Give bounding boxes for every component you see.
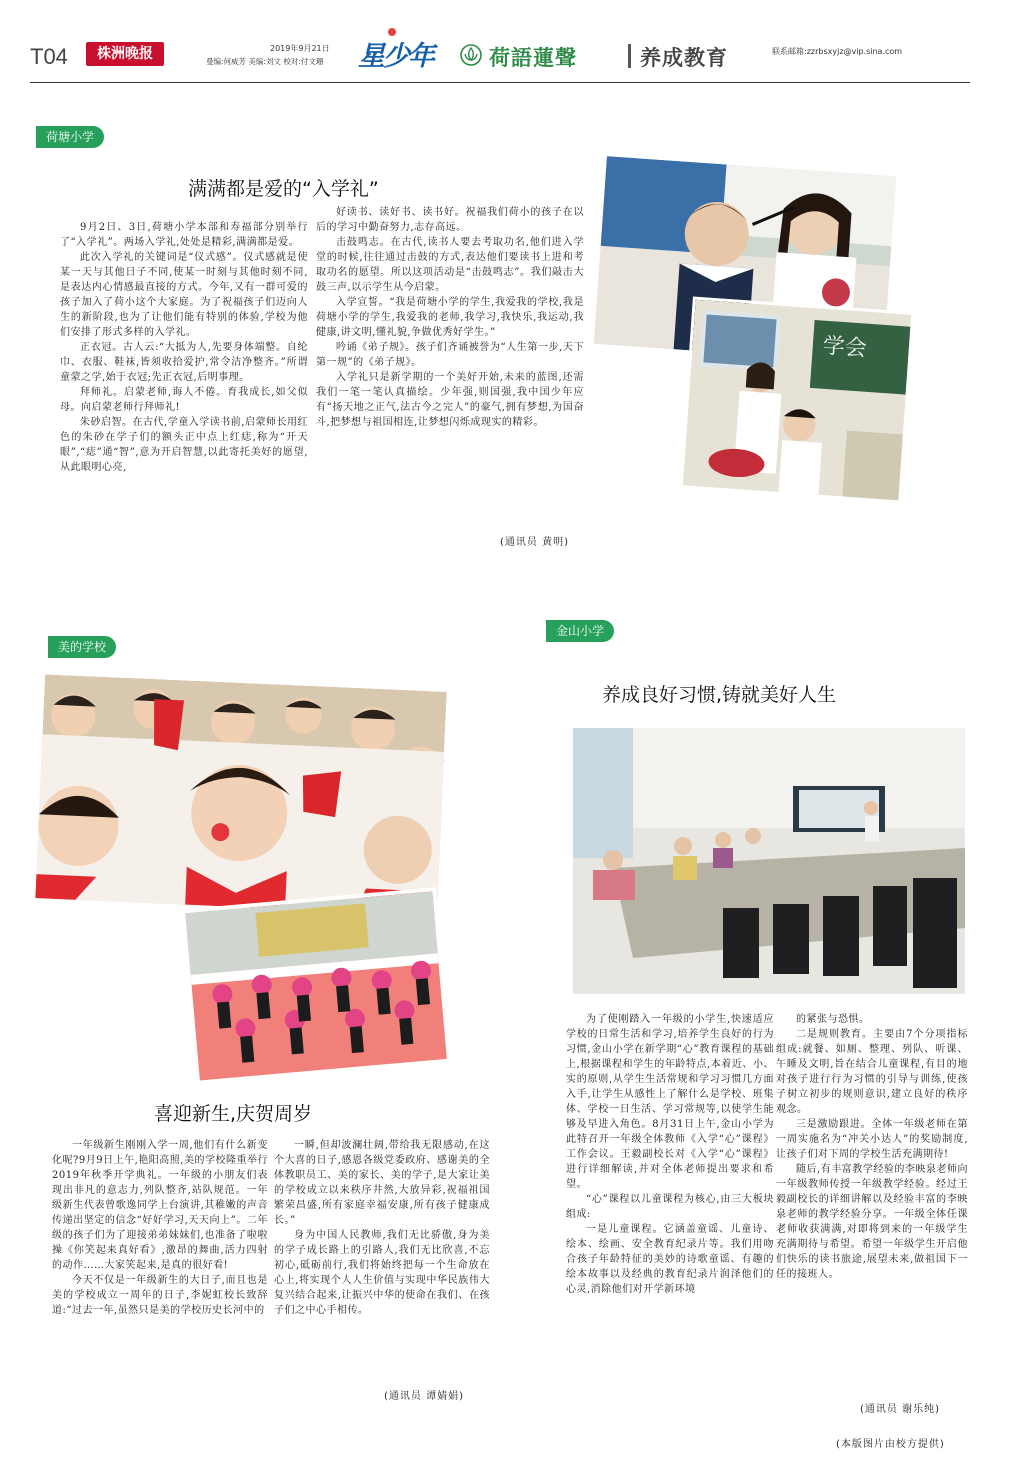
paragraph: 吟诵《弟子规》。孩子们齐诵被誉为“人生第一步,天下第一规”的《弟子规》。 xyxy=(316,342,584,368)
paragraph: 入学礼只是新学期的一个美好开始,未来的蓝图,还需我们一笔一笔认真描绘。少年强,则国强,我中国少年应有“扬天地之正气,法古今之完人”的豪气,拥有梦想,为国奋斗,把梦想与祖国相连,让梦想闪烁成现实的精彩。 xyxy=(316,372,584,428)
paragraph: 朱砂启智。在古代,学童入学读书前,启蒙师长用红色的朱砂在学子们的额头正中点上红痣,称为“开天眼”,“痣”通“智”,意为开启智慧,以此寄托美好的愿望,从此眼明心亮, xyxy=(60,417,308,473)
svg-text:学会: 学会 xyxy=(821,333,868,362)
page-number: T04 xyxy=(30,44,68,69)
article2-byline: (通讯员 谭婧娟) xyxy=(384,1391,464,1402)
issue-date: 2019年9月21日 xyxy=(270,44,330,53)
article2-title: 喜迎新生,庆贺周岁 xyxy=(154,1103,313,1125)
article1-title: 满满都是爱的“入学礼” xyxy=(188,178,379,200)
article3-title: 养成良好习惯,铸就美好人生 xyxy=(602,684,837,706)
section-tag-meide: 美的学校 xyxy=(48,636,116,658)
newspaper-logo: 株洲晚报 xyxy=(86,42,164,66)
paragraph: “心”课程以儿童课程为核心,由三大板块组成: xyxy=(566,1194,774,1220)
logo-dot-icon xyxy=(388,28,396,36)
paragraph: 身为中国人民教师,我们无比骄傲,身为美的学子成长路上的引路人,我们无比欣喜,不忘初心,砥砺前行,我们将始终把每一个生命放在心上,将实现个人人生价值与实现中华民族伟大复兴结合起来,让振兴中华的使命在我们、在孩子们之中心手相传。 xyxy=(274,1230,490,1316)
article3-column-1 xyxy=(566,1012,774,1297)
paragraph: 入学宣誓。“我是荷塘小学的学生,我爱我的学校,我是荷塘小学的学生,我爱我的老师,我学习,我快乐,我运动,我健康,讲文明,懂礼貌,争做优秀好学生。” xyxy=(316,297,584,338)
paragraph: 一年级新生刚刚入学一周,他们有什么新变化呢?9月9日上午,艳阳高照,美的学校隆重举行2019年秋季开学典礼。一年级的小朋友们表现出非凡的意志力,列队整齐,站队规范。一年级新生代表曾歌逸同学上台演讲,其稚嫩的声音传递出坚定的信念“好好学习,天天向上”。二年级的孩子们为了迎接弟弟妹妹们,也准备了啦啦操《你笑起来真好看》,激昂的舞曲,活力四射的动作……大家笑起来,是真的很好看! xyxy=(52,1140,268,1271)
paragraph: 今天不仅是一年级新生的大日子,而且也是美的学校成立一周年的日子,李妮虹校长致辞道:“过去一年,虽然只是美的学校历史长河中的 xyxy=(52,1275,268,1316)
header-rule xyxy=(30,82,970,83)
article3-column-2 xyxy=(776,1012,968,1282)
article2-column-2 xyxy=(274,1138,490,1318)
paragraph: 拜师礼。启蒙老师,诲人不倦。育我成长,如父似母。向启蒙老师行拜师礼! xyxy=(60,387,308,413)
star-youth-logo xyxy=(358,34,433,73)
article1-byline: (通讯员 黄明) xyxy=(500,537,569,548)
photo-cheerleading xyxy=(181,887,451,1085)
paragraph: 好读书、读好书、读书好。祝福我们荷小的孩子在以后的学习中勤奋努力,志存高远。 xyxy=(316,207,584,233)
header-divider xyxy=(628,44,631,68)
paragraph: 三是激励跟进。全体一年级老师在第一周实施名为“冲关小达人”的奖励制度,让孩子们对下周的学校生活充满期待! xyxy=(776,1119,968,1160)
paragraph: 二是规则教育。主要由7个分项指标组成:就餐、如厕、整理、列队、听课、午睡及文明,旨在结合儿童课程,有目的地对孩子进行行为习惯的引导与训练,使孩子树立初步的规则意识,建立良好的秩序观念。 xyxy=(776,1029,968,1115)
article2-column-1 xyxy=(52,1138,268,1318)
photo-oath-class xyxy=(680,296,915,503)
article1-column-2 xyxy=(316,205,584,430)
contact-email: 联系邮箱:zzrbsxyjz@vip.sina.com xyxy=(772,47,903,56)
photo-teacher-meeting xyxy=(573,728,965,994)
section-tag-jinshan: 金山小学 xyxy=(546,620,614,642)
photo-opening-ceremony xyxy=(35,674,446,915)
photo-credit-note: (本版图片由校方提供) xyxy=(836,1439,945,1450)
paragraph: 为了使刚踏入一年级的小学生,快速适应学校的日常生活和学习,培养学生良好的行为习惯,金山小学在新学期“心”教育课程的基础上,根据课程和学生的年龄特点,本着近、小、实的原则,从学生生活常规和学习习惯几方面入手,让学生从感性上了解什么是学校、班集体、学校一日生活、学习常规等,以使学生能够及早进入角色。8月31日上午,金山小学为此特召开一年级全体教师《入学“心”课程》工作会议。王毅副校长对《入学“心”课程》进行详细解读,并对全体老师提出要求和希望。 xyxy=(566,1014,774,1190)
section-tag-hetang: 荷塘小学 xyxy=(36,126,104,148)
paragraph: 一是儿童课程。它涵盖童谣、儿童诗、绘本、绘画、安全教育纪录片等。我们用吻合孩子年龄特征的美妙的诗歌童谣、有趣的绘本故事以及经典的教育纪录片润泽他们的心灵,消除他们对开学新环境 xyxy=(566,1224,774,1295)
paragraph: 正衣冠。古人云:“大抵为人,先要身体端整。自纶巾、衣服、鞋袜,皆须收拾爱护,常令洁净整齐。”所谓童蒙之学,始于衣冠;先正衣冠,后明事理。 xyxy=(60,342,308,383)
paragraph: 9月2日、3日,荷塘小学本部和寿福部分别举行了“入学礼”。两场入学礼,处处是精彩,满满都是爱。 xyxy=(60,222,308,248)
lotus-icon xyxy=(460,44,482,66)
section-title: 养成教育 xyxy=(640,46,728,70)
star-youth-logo-text: 星少年 xyxy=(358,41,433,72)
article1-column-1 xyxy=(60,220,308,475)
column-name: 荷語蓮聲 xyxy=(489,45,577,70)
paragraph: 随后,有丰富教学经验的李映泉老师向一年级教师传授一年级教学经验。经过王毅副校长的详细讲解以及经验丰富的李映泉老师的教学经验分享。一年级全体任课老师收获满满,对即将到来的一年级学生充满期待与希望。希望一年级学生开启他们快乐的读书旅途,展望未来,做祖国下一任的接班人。 xyxy=(776,1164,968,1280)
article3-byline: (通讯员 谢乐纯) xyxy=(860,1404,940,1415)
paragraph: 一瞬,但却波澜壮阔,带给我无限感动,在这个大喜的日子,感恩各级党委政府、感谢美的全体教职员工、美的家长、美的学子,是大家让美的学校成立以来秩序井然,大放异彩,祝福祖国繁荣昌盛,所有家庭幸福安康,所有孩子健康成长。” xyxy=(274,1140,490,1226)
paragraph: 击鼓鸣志。在古代,读书人要去考取功名,他们进入学堂的时候,往往通过击鼓的方式,表达他们要读书上进和考取功名的愿望。所以这项活动是“击鼓鸣志”。我们敲击大鼓三声,以示学生从今启蒙。 xyxy=(316,237,584,293)
editor-credits: 曼编:何威芳 美编:刘文 校对:付文珊 xyxy=(206,57,324,66)
paragraph: 的紧张与恐惧。 xyxy=(796,1014,870,1025)
paragraph: 此次入学礼的关键词是“仪式感”。仪式感就是使某一天与其他日子不同,使某一时刻与其他时刻不同,是表达内心情感最直接的方式。今年,又有一群可爱的孩子加入了荷小这个大家庭。为了祝福孩子们迈向人生的新阶段,也为了让他们能有特别的体验,学校为他们安排了形式多样的入学礼。 xyxy=(60,252,308,338)
